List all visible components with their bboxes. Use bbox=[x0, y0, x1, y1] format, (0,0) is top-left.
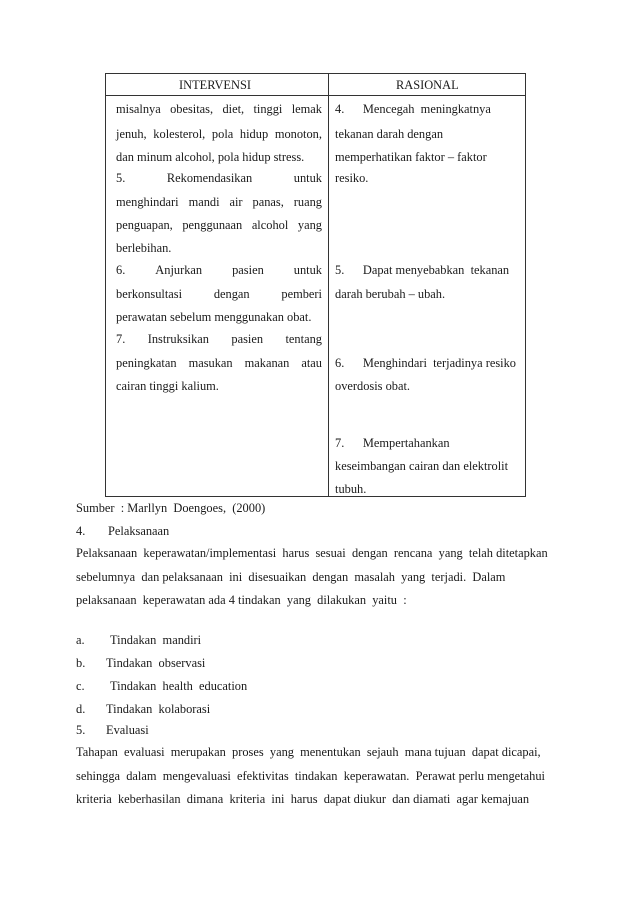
rasional-line: darah berubah – ubah. bbox=[335, 287, 446, 301]
section-4-title: Pelaksanaan bbox=[108, 524, 170, 538]
list-item-letter: d. bbox=[76, 702, 86, 716]
paragraph-line: Tahapan evaluasi merupakan proses yang menentukan sejauh mana tujuan dapat dicapai, bbox=[76, 745, 541, 759]
intervensi-line: peningkatan masukan makanan atau bbox=[116, 356, 322, 370]
intervensi-line: berlebihan. bbox=[116, 241, 172, 255]
paragraph-line: sehingga dalam mengevaluasi efektivitas tindakan keperawatan. Perawat perlu mengetahui bbox=[76, 769, 545, 783]
intervensi-line: misalnya obesitas, diet, tinggi lemak bbox=[116, 102, 322, 116]
intervensi-line: jenuh, kolesterol, pola hidup monoton, bbox=[116, 127, 322, 141]
table-header-divider bbox=[105, 95, 526, 96]
intervensi-item-7: 7. Instruksikan pasien tentang bbox=[116, 332, 322, 346]
rasional-line: tekanan darah dengan bbox=[335, 127, 444, 141]
table-column-divider bbox=[328, 73, 329, 497]
list-item-letter: b. bbox=[76, 656, 86, 670]
section-5-title: Evaluasi bbox=[106, 723, 149, 737]
intervensi-item-6: 6. Anjurkan pasien untuk bbox=[116, 263, 322, 277]
list-item-letter: a. bbox=[76, 633, 85, 647]
header-intervensi: INTERVENSI bbox=[179, 78, 251, 92]
intervensi-line: penguapan, penggunaan alcohol yang bbox=[116, 218, 322, 232]
rasional-item-5: 5. Dapat menyebabkan tekanan bbox=[335, 263, 510, 277]
header-rasional: RASIONAL bbox=[396, 78, 459, 92]
source-citation: Sumber : Marllyn Doengoes, (2000) bbox=[76, 501, 266, 515]
rasional-line: resiko. bbox=[335, 171, 369, 185]
section-4-number: 4. bbox=[76, 524, 86, 538]
list-item: Tindakan observasi bbox=[106, 656, 206, 670]
paragraph-line: Pelaksanaan keperawatan/implementasi harus sesuai dengan rencana yang telah ditetapkan bbox=[76, 546, 548, 560]
intervensi-item-5: 5. Rekomendasikan untuk bbox=[116, 171, 322, 185]
intervensi-line: dan minum alcohol, pola hidup stress. bbox=[116, 150, 305, 164]
paragraph-line: pelaksanaan keperawatan ada 4 tindakan yang dilakukan yaitu : bbox=[76, 593, 407, 607]
rasional-line: keseimbangan cairan dan elektrolit bbox=[335, 459, 509, 473]
intervensi-line: berkonsultasi dengan pemberi bbox=[116, 287, 322, 301]
list-item-letter: c. bbox=[76, 679, 85, 693]
rasional-line: memperhatikan faktor – faktor bbox=[335, 150, 487, 164]
rasional-line: overdosis obat. bbox=[335, 379, 411, 393]
paragraph-line: sebelumnya dan pelaksanaan ini disesuaikan dengan masalah yang terjadi. Dalam bbox=[76, 570, 506, 584]
intervensi-line: cairan tinggi kalium. bbox=[116, 379, 219, 393]
list-item: Tindakan kolaborasi bbox=[106, 702, 211, 716]
section-5-number: 5. bbox=[76, 723, 86, 737]
list-item: Tindakan health education bbox=[110, 679, 248, 693]
rasional-item-7: 7. Mempertahankan bbox=[335, 436, 450, 450]
rasional-item-4: 4. Mencegah meningkatnya bbox=[335, 102, 491, 116]
rasional-line: tubuh. bbox=[335, 482, 367, 496]
list-item: Tindakan mandiri bbox=[110, 633, 202, 647]
paragraph-line: kriteria keberhasilan dimana kriteria ini harus dapat diukur dan diamati agar kemajuan bbox=[76, 792, 530, 806]
intervensi-line: menghindari mandi air panas, ruang bbox=[116, 195, 322, 209]
intervensi-line: perawatan sebelum menggunakan obat. bbox=[116, 310, 312, 324]
rasional-item-6: 6. Menghindari terjadinya resiko bbox=[335, 356, 516, 370]
